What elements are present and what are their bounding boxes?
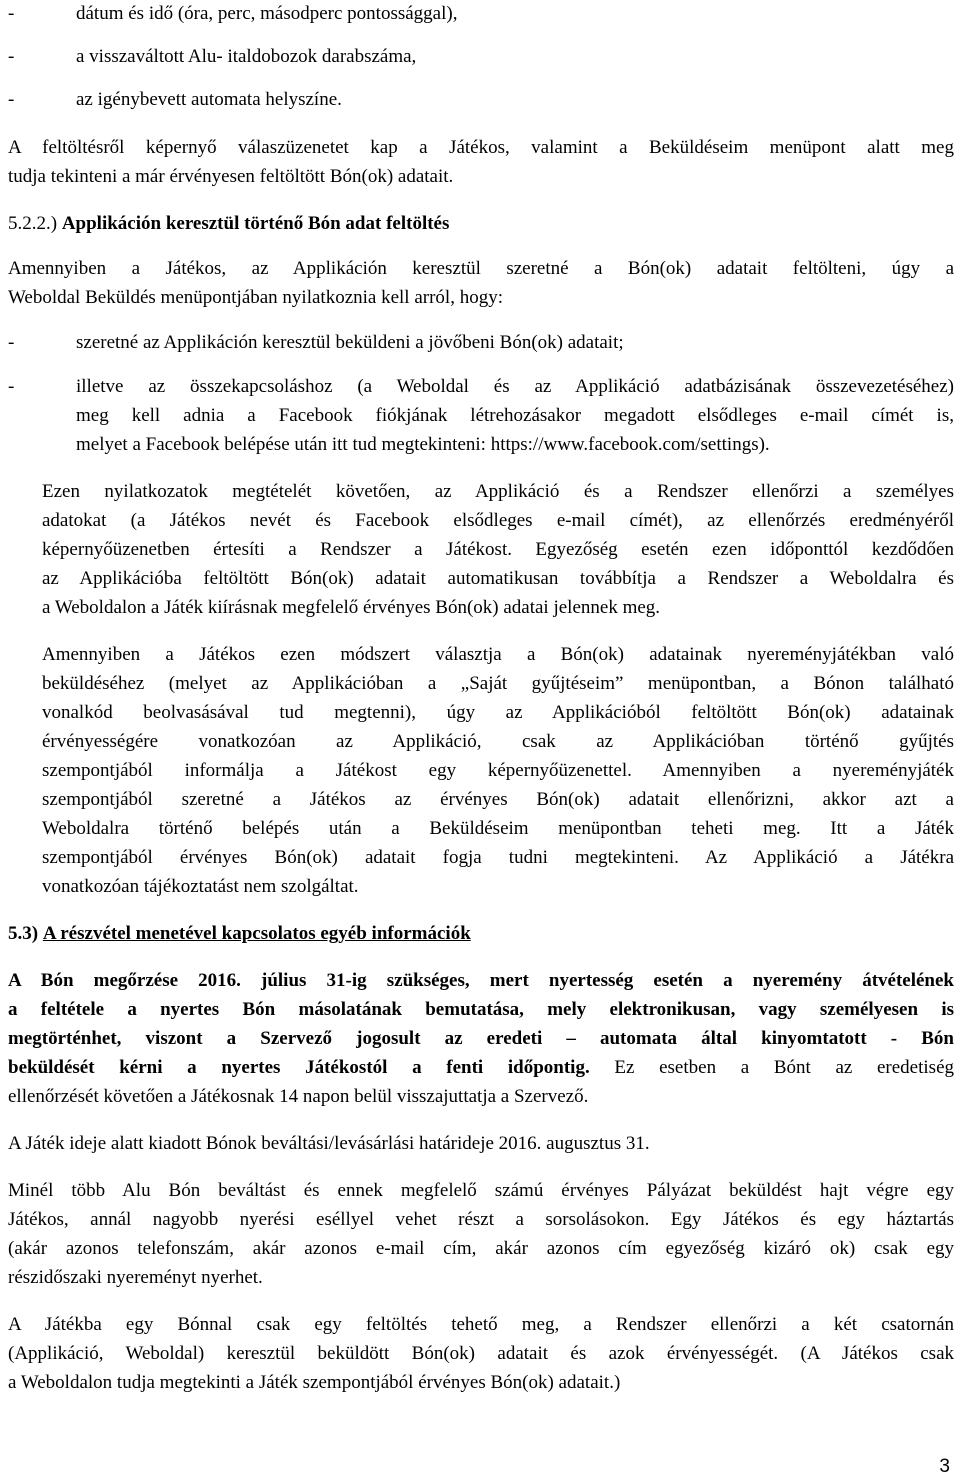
section-heading	[8, 922, 954, 946]
heading-number: 5.3)	[8, 923, 39, 944]
paragraph-line: (Applikáció, Weboldal) keresztül beküldött Bón(ok) adatait és azok érvényességét. (A Játékos csak	[8, 1343, 954, 1364]
paragraph-line: adatokat (a Játékos nevét és Facebook elsődleges e-mail címét), az ellenőrzés eredményéről	[42, 510, 954, 531]
bold-text: megtörténhet, viszont a Szervező jogosult az eredeti – automata által kinyomtatott - Bón	[8, 1028, 954, 1049]
normal-text: Ez esetben a Bónt az eredetiség	[589, 1057, 955, 1078]
paragraph-line: Ezen nyilatkozatok megtételét követően, az Applikáció és a Rendszer ellenőrzi a személyes	[42, 481, 954, 502]
heading-number: 5.2.2.)	[8, 213, 58, 234]
bold-text: A Bón megőrzése 2016. július 31-ig szükséges, mert nyertesség esetén a nyeremény átvételének	[8, 970, 954, 991]
paragraph-line-bold	[8, 998, 954, 1022]
paragraph-line: a Weboldalon tudja megtekinti a Játék szempontjából érvényes Bón(ok) adatait.)	[8, 1372, 621, 1393]
paragraph-line-mixed	[8, 1056, 954, 1080]
paragraph-line: az Applikációba feltöltött Bón(ok) adatait automatikusan továbbítja a Rendszer a Weboldalra és	[42, 568, 954, 589]
list-dash: -	[8, 46, 15, 67]
heading-title: Applikáción keresztül történő Bón adat feltöltés	[61, 213, 450, 234]
list-item: az igénybevett automata helyszíne.	[76, 89, 342, 110]
paragraph-line: ellenőrzését követően a Játékosnak 14 napon belül visszajuttatja a Szervező.	[8, 1086, 589, 1107]
heading-title: A részvétel menetével kapcsolatos egyéb információk	[42, 923, 471, 944]
paragraph-line-bold	[8, 969, 954, 993]
paragraph-line: vonatkozóan tájékoztatást nem szolgáltat.	[42, 876, 359, 897]
bold-text: beküldését kérni a nyertes Játékostól a fenti időpontig.	[8, 1057, 590, 1078]
paragraph-line: Játékos, annál nagyobb nyerési eséllyel vehet részt a sorsolásokon. Egy Játékos és egy háztartás	[8, 1209, 954, 1230]
paragraph-line: beküldéséhez (melyet az Applikációban a „Saját gyűjtéseim” menüpontban, a Bónon található	[42, 673, 954, 694]
paragraph-line: Weboldal Beküldés menüpontjában nyilatkoznia kell arról, hogy:	[8, 287, 503, 308]
bold-text: a feltétele a nyertes Bón másolatának bemutatása, mely elektronikusan, vagy személyesen is	[8, 999, 954, 1020]
paragraph-line: részidőszaki nyereményt nyerhet.	[8, 1267, 263, 1288]
paragraph-line: A feltöltésről képernyő válaszüzenetet kap a Játékos, valamint a Beküldéseim menüpont alatt meg	[8, 137, 954, 158]
paragraph-line: szempontjából informálja a Játékost egy képernyőüzenettel. Amennyiben a nyereményjáték	[42, 760, 954, 781]
list-dash: -	[8, 376, 15, 397]
paragraph-line: tudja tekinteni a már érvényesen feltöltött Bón(ok) adatait.	[8, 166, 454, 187]
list-item: szeretné az Applikáción keresztül beküldeni a jövőbeni Bón(ok) adatait;	[76, 332, 624, 353]
list-item: illetve az összekapcsoláshoz (a Weboldal és az Applikáció adatbázisának összevezetéséhez)	[76, 376, 954, 397]
paragraph-line: szempontjából érvényes Bón(ok) adatait fogja tudni megtekinteni. Az Applikáció a Játékra	[42, 847, 954, 868]
paragraph-line: képernyőüzenetben értesíti a Rendszer a Játékost. Egyezőség esetén ezen időponttól kezdődően	[42, 539, 954, 560]
paragraph-line: A Játék ideje alatt kiadott Bónok beváltási/levásárlási határideje 2016. augusztus 31.	[8, 1133, 650, 1154]
list-dash: -	[8, 3, 15, 24]
paragraph-line: Amennyiben a Játékos ezen módszert választja a Bón(ok) adatainak nyereményjátékban való	[42, 644, 954, 665]
paragraph-line-bold	[8, 1027, 954, 1051]
list-item: meg kell adnia a Facebook fiókjának létrehozásakor megadott elsődleges e-mail címét is,	[76, 405, 954, 426]
paragraph-line: a Weboldalon a Játék kiírásnak megfelelő érvényes Bón(ok) adatai jelennek meg.	[42, 597, 661, 618]
paragraph-line: Amennyiben a Játékos, az Applikáción keresztül szeretné a Bón(ok) adatait feltölteni, úgy a	[8, 258, 954, 279]
list-dash: -	[8, 332, 15, 353]
paragraph-line: A Játékba egy Bónnal csak egy feltöltés tehető meg, a Rendszer ellenőrzi a két csatornán	[8, 1314, 954, 1335]
paragraph-line: Minél több Alu Bón beváltást és ennek megfelelő számú érvényes Pályázat beküldést hajt végre egy	[8, 1180, 954, 1201]
paragraph-line: érvényességére vonatkozóan az Applikáció, csak az Applikációban történő gyűjtés	[42, 731, 954, 752]
paragraph-line: vonalkód beolvasásával tud megtenni), úgy az Applikációból feltöltött Bón(ok) adatainak	[42, 702, 954, 723]
list-item: a visszaváltott Alu- italdobozok darabszáma,	[76, 46, 417, 67]
section-heading	[8, 212, 954, 236]
paragraph-line: szempontjából szeretné a Játékos az érvényes Bón(ok) adatait ellenőrizni, akkor azt a	[42, 789, 954, 810]
list-item: melyet a Facebook belépése után itt tud megtekinteni: https://www.facebook.com/settings).	[76, 434, 770, 455]
list-dash: -	[8, 89, 15, 110]
list-item: dátum és idő (óra, perc, másodperc pontossággal),	[76, 3, 458, 24]
paragraph-line: Weboldalra történő belépés után a Beküldéseim menüpontban teheti meg. Itt a Játék	[42, 818, 954, 839]
paragraph-line: (akár azonos telefonszám, akár azonos e-mail cím, akár azonos cím egyezőség kizáró ok) csak egy	[8, 1238, 954, 1259]
page-number: 3	[939, 1456, 950, 1477]
